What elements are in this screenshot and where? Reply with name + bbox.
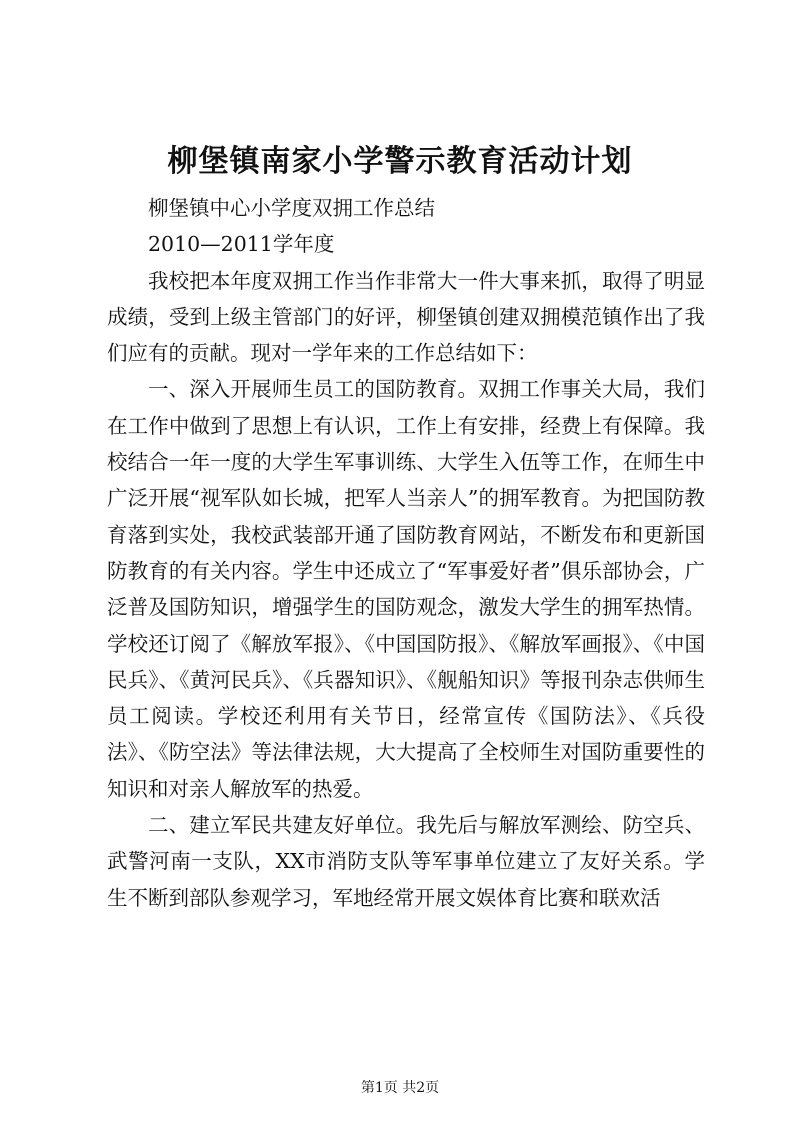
section-two-paragraph: 二、建立军民共建友好单位。我先后与解放军测绘、防空兵、武警河南一支队，XX市消防支队等军事单位建立了友好关系。学生不断到部队参观学习，军地经常开展文娱体育比赛和联欢活 (107, 813, 705, 910)
page-number-footer: 第1页 共2页 (360, 1080, 440, 1096)
intro-paragraph: 我校把本年度双拥工作当作非常大一件大事来抓，取得了明显成绩，受到上级主管部门的好评，柳堡镇创建双拥模范镇作出了我们应有的贡献。现对一学年来的工作总结如下： (107, 268, 705, 366)
document-title: 柳堡镇南家小学警示教育活动计划 (167, 144, 633, 179)
document-body (107, 190, 705, 916)
section-one-paragraph: 一、深入开展师生员工的国防教育。双拥工作事关大局，我们在工作中做到了思想上有认识，工作上有安排，经费上有保障。我校结合一年一度的大学生军事训练、大学生入伍等工作，在师生中广泛开展“视军队如长城，把军人当亲人”的拥军教育。为把国防教育落到实处，我校武装部开通了国防教育网站，不断发布和更新国防教育的有关内容。学生中还成立了“军事爱好者”俱乐部协会，广泛普及国防知识，增强学生的国防观念，激发大学生的拥军热情。学校还订阅了《解放军报》、《中国国防报》、《解放军画报》、《中国民兵》、《黄河民兵》、《兵器知识》、《舰船知识》等报刊杂志供师生员工阅读。学校还利用有关节日，经常宣传《国防法》、《兵役法》、《防空法》等法律法规，大大提高了全校师生对国防重要性的知识和对亲人解放军的热爱。 (107, 377, 705, 801)
subtitle-paragraph: 柳堡镇中心小学度双拥工作总结 (148, 196, 435, 220)
school-year-paragraph: 2010—2011学年度 (148, 232, 335, 257)
